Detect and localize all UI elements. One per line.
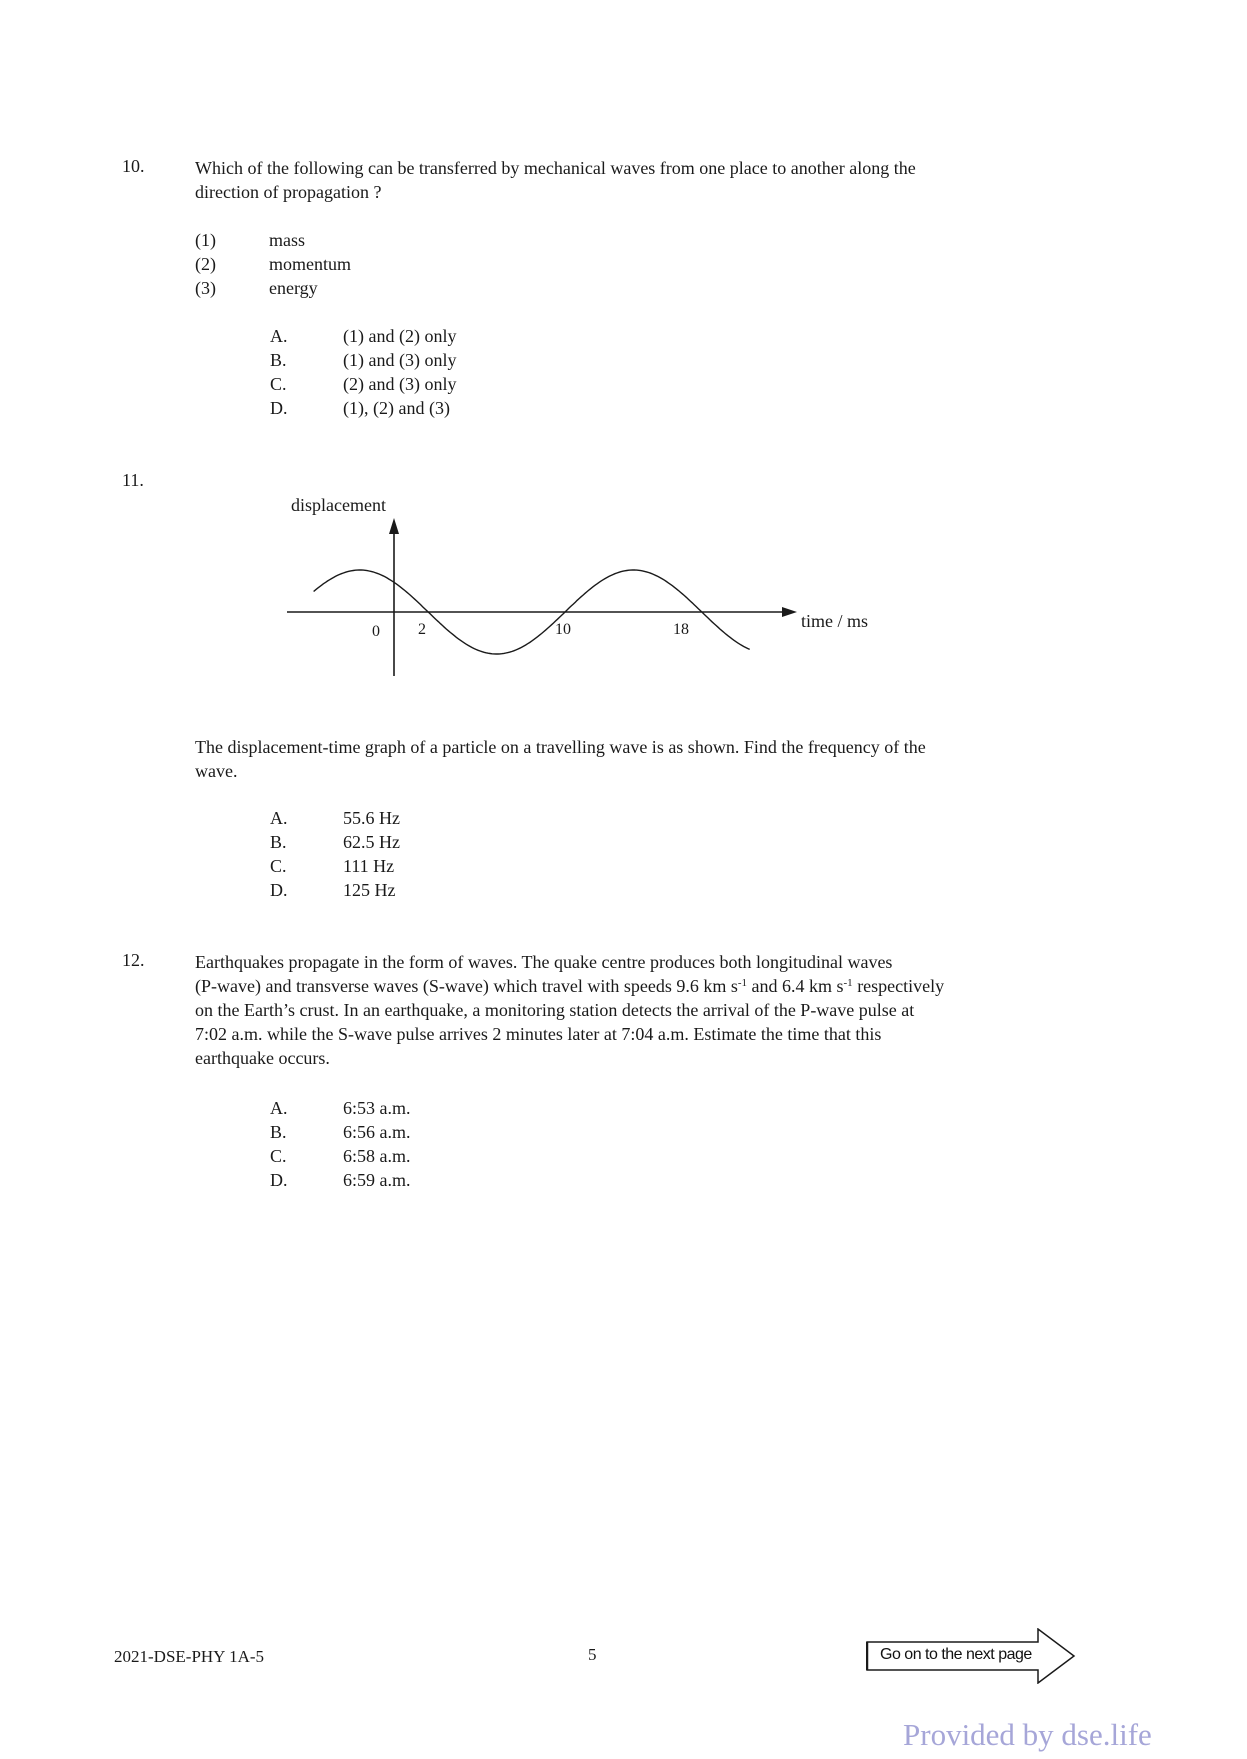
q12-line2-part-c: respectively bbox=[852, 976, 945, 996]
q11-stem-line2: wave. bbox=[195, 761, 238, 781]
q10-stem-line1: Which of the following can be transferred by mechanical waves from one place to another along the bbox=[195, 158, 916, 178]
option-label: A. bbox=[270, 326, 288, 346]
q12-option-a[interactable] bbox=[270, 1096, 570, 1120]
displacement-time-graph bbox=[0, 0, 1247, 760]
q12-line2-part-b: and 6.4 km s bbox=[747, 976, 844, 996]
option-text: 55.6 Hz bbox=[343, 808, 400, 828]
statement-label: (2) bbox=[195, 254, 216, 274]
q12-stem-line5: earthquake occurs. bbox=[195, 1048, 330, 1068]
q11-option-a[interactable] bbox=[270, 806, 570, 830]
q12-option-b[interactable] bbox=[270, 1120, 570, 1144]
q12-stem-line3: on the Earth’s crust. In an earthquake, a monitoring station detects the arrival of the P-wave pulse at bbox=[195, 1000, 915, 1020]
option-label: D. bbox=[270, 1170, 288, 1190]
statement-label: (1) bbox=[195, 230, 216, 250]
q12-option-c[interactable] bbox=[270, 1144, 570, 1168]
q11-number: 11. bbox=[122, 470, 144, 490]
x-axis-label: time / ms bbox=[801, 611, 868, 631]
option-text: (1) and (2) only bbox=[343, 326, 457, 346]
q10-stem-line2: direction of propagation ? bbox=[195, 182, 382, 202]
option-label: A. bbox=[270, 1098, 288, 1118]
origin-label: 0 bbox=[372, 623, 380, 640]
q12-unit-exponent-1: -1 bbox=[737, 977, 748, 989]
q12-option-d[interactable] bbox=[270, 1168, 570, 1192]
option-text: 62.5 Hz bbox=[343, 832, 400, 852]
option-text: 6:53 a.m. bbox=[343, 1098, 411, 1118]
q11-stem bbox=[195, 735, 1070, 783]
q11-stem-line1: The displacement-time graph of a particle on a travelling wave is as shown. Find the frequency of the bbox=[195, 737, 926, 757]
option-text: (1), (2) and (3) bbox=[343, 398, 450, 418]
option-label: B. bbox=[270, 832, 287, 852]
option-text: 6:59 a.m. bbox=[343, 1170, 411, 1190]
option-label: C. bbox=[270, 374, 287, 394]
q12-unit-exponent-2: -1 bbox=[843, 977, 853, 989]
q12-stem-line4: 7:02 a.m. while the S-wave pulse arrives 2 minutes later at 7:04 a.m. Estimate the time that this bbox=[195, 1024, 882, 1044]
option-text: 125 Hz bbox=[343, 880, 396, 900]
watermark: Provided by dse.life bbox=[903, 1717, 1152, 1752]
option-label: C. bbox=[270, 1146, 287, 1166]
option-text: (2) and (3) only bbox=[343, 374, 457, 394]
option-label: A. bbox=[270, 808, 288, 828]
option-text: 6:58 a.m. bbox=[343, 1146, 411, 1166]
q11-option-c[interactable] bbox=[270, 854, 570, 878]
statement-label: (3) bbox=[195, 278, 216, 298]
option-label: B. bbox=[270, 350, 287, 370]
paper-code: 2021-DSE-PHY 1A-5 bbox=[114, 1647, 265, 1666]
tick-label-10: 10 bbox=[555, 621, 571, 638]
option-text: (1) and (3) only bbox=[343, 350, 457, 370]
displacement-axis-arrowhead bbox=[389, 518, 399, 534]
time-axis-arrowhead bbox=[782, 607, 797, 617]
option-label: B. bbox=[270, 1122, 287, 1142]
option-text: 111 Hz bbox=[343, 856, 395, 876]
q12-number: 12. bbox=[122, 950, 145, 970]
option-label: D. bbox=[270, 398, 288, 418]
option-label: C. bbox=[270, 856, 287, 876]
option-label: D. bbox=[270, 880, 288, 900]
statement-text: mass bbox=[269, 230, 305, 250]
q10-number: 10. bbox=[122, 156, 145, 176]
statement-text: energy bbox=[269, 278, 318, 298]
q12-stem bbox=[195, 950, 1070, 1070]
page-number: 5 bbox=[588, 1645, 597, 1664]
statement-text: momentum bbox=[269, 254, 351, 274]
tick-label-2: 2 bbox=[418, 621, 426, 638]
next-page-label: Go on to the next page bbox=[880, 1646, 1032, 1663]
option-text: 6:56 a.m. bbox=[343, 1122, 411, 1142]
q12-stem-line1: Earthquakes propagate in the form of waves. The quake centre produces both longitudinal waves bbox=[195, 952, 893, 972]
q12-stem-line2 bbox=[195, 974, 1070, 998]
y-axis-label: displacement bbox=[291, 495, 386, 515]
q12-line2-part-a: (P-wave) and transverse waves (S-wave) which travel with speeds 9.6 km s bbox=[195, 976, 738, 996]
next-page-button[interactable] bbox=[866, 1628, 1076, 1684]
q11-option-b[interactable] bbox=[270, 830, 570, 854]
tick-label-18: 18 bbox=[673, 621, 689, 638]
q11-option-d[interactable] bbox=[270, 878, 570, 902]
